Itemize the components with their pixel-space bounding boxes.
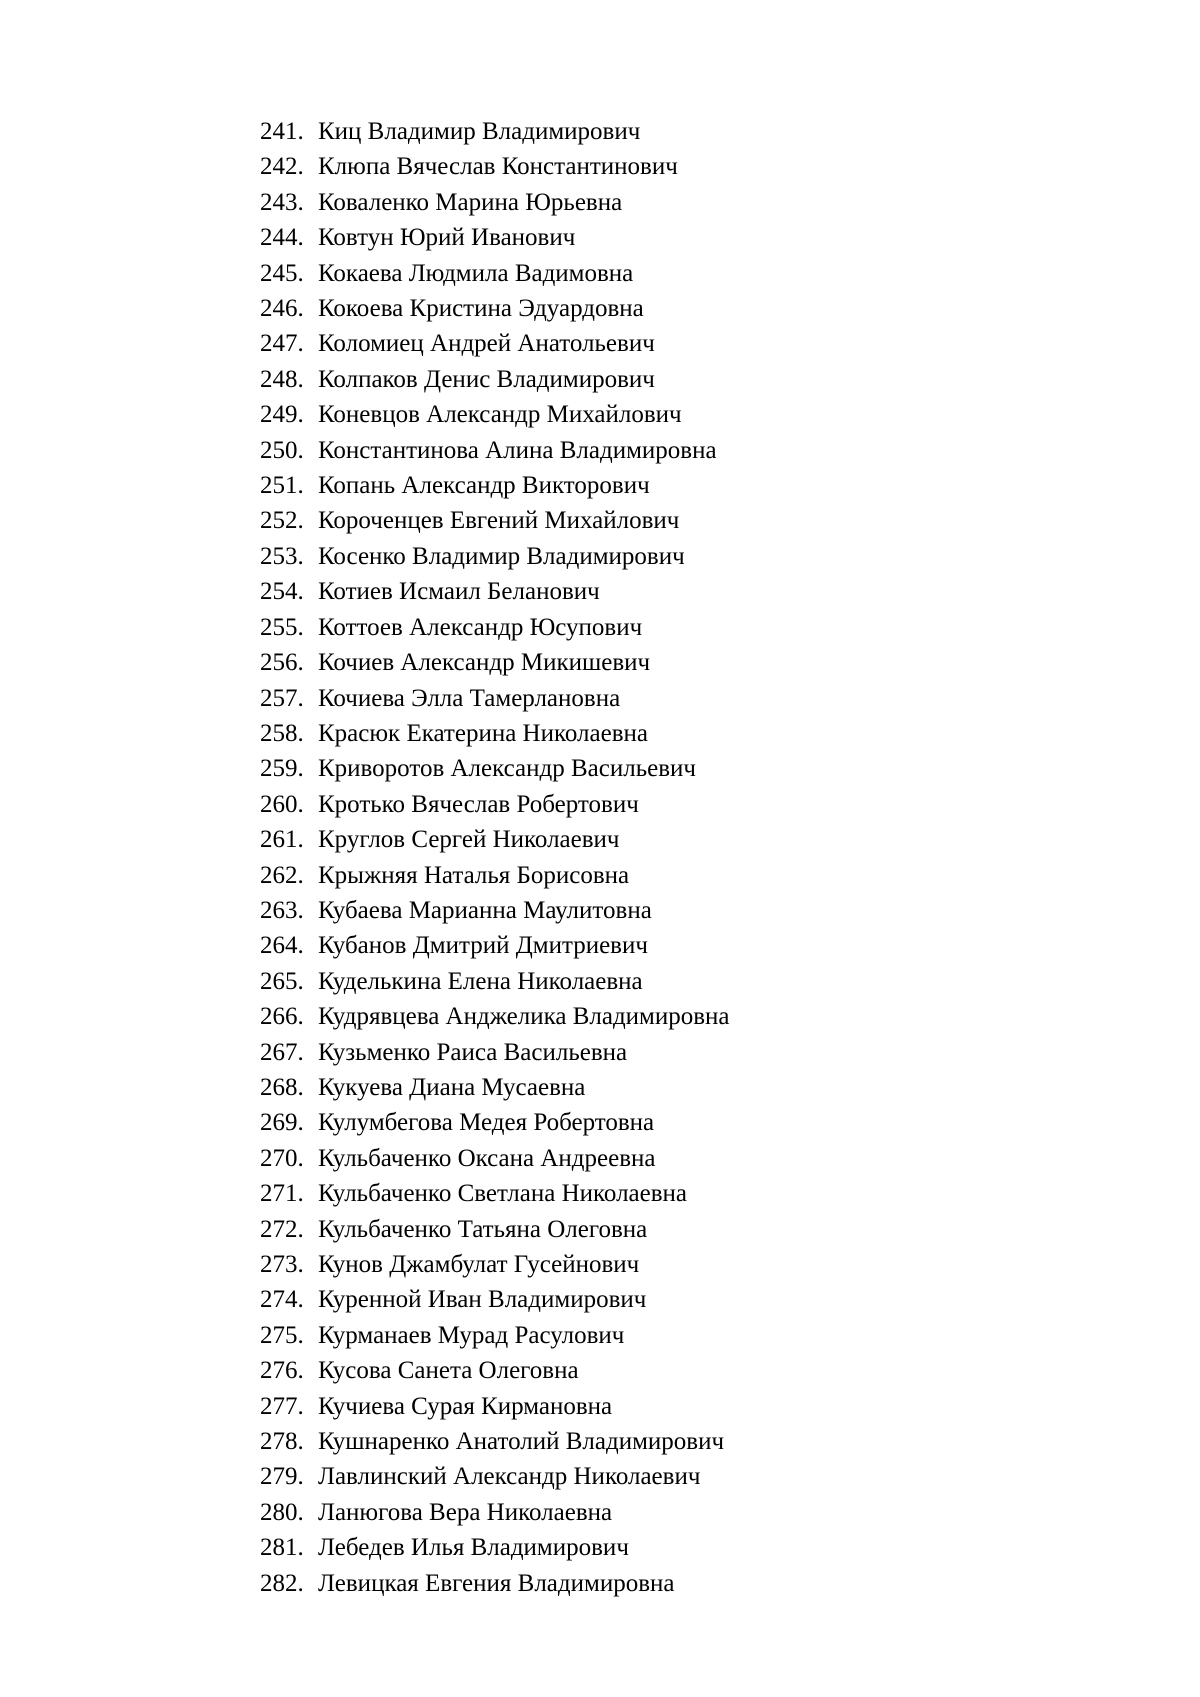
entry-name: Кунов Джамбулат Гусейнович xyxy=(318,1251,640,1278)
entry-number: 280. xyxy=(260,1498,304,1526)
entry-name: Кубанов Дмитрий Дмитриевич xyxy=(318,932,648,960)
list-item xyxy=(260,822,730,857)
list-item xyxy=(260,681,730,716)
entry-name: Ковтун Юрий Иванович xyxy=(318,224,576,252)
list-item xyxy=(260,1389,730,1424)
entry-name: Лавлинский Александр Николаевич xyxy=(318,1463,701,1491)
entry-name: Крыжняя Наталья Борисовна xyxy=(318,861,630,889)
entry-name: Круглов Сергей Николаевич xyxy=(318,826,620,854)
list-item xyxy=(260,1424,730,1459)
list-item xyxy=(260,1530,730,1565)
entry-number: 244. xyxy=(260,224,304,252)
entry-name: Копань Александр Викторович xyxy=(318,472,650,500)
list-item xyxy=(260,1070,730,1105)
list-item xyxy=(260,787,730,822)
name-list xyxy=(260,114,730,1601)
list-item xyxy=(260,220,730,255)
entry-name: Кочиева Элла Тамерлановна xyxy=(318,684,621,712)
entry-number: 249. xyxy=(260,401,304,429)
list-item xyxy=(260,1459,730,1494)
entry-name: Кульбаченко Татьяна Олеговна xyxy=(318,1215,648,1243)
entry-number: 264. xyxy=(260,932,304,960)
entry-name: Кульбаченко Оксана Андреевна xyxy=(318,1144,656,1172)
entry-number: 250. xyxy=(260,436,304,464)
list-item xyxy=(260,1318,730,1353)
entry-name: Короченцев Евгений Михайлович xyxy=(318,507,680,535)
entry-name: Кротько Вячеслав Робертович xyxy=(318,790,639,818)
entry-name: Кокаева Людмила Вадимовна xyxy=(318,259,634,287)
list-item xyxy=(260,574,730,609)
entry-number: 262. xyxy=(260,861,304,889)
entry-number: 270. xyxy=(260,1144,304,1172)
entry-number: 266. xyxy=(260,1003,304,1031)
list-item xyxy=(260,256,730,291)
entry-name: Кокоева Кристина Эдуардовна xyxy=(318,295,644,323)
list-item xyxy=(260,1035,730,1070)
entry-number: 243. xyxy=(260,188,304,216)
list-item xyxy=(260,291,730,326)
entry-name: Кушнаренко Анатолий Владимирович xyxy=(318,1428,725,1456)
entry-name: Кусова Санета Олеговна xyxy=(318,1357,579,1385)
list-item xyxy=(260,1566,730,1601)
list-item xyxy=(260,1495,730,1530)
list-item xyxy=(260,149,730,184)
entry-name: Кукуева Диана Мусаевна xyxy=(318,1073,586,1101)
entry-number: 268. xyxy=(260,1073,304,1101)
list-item xyxy=(260,433,730,468)
list-item xyxy=(260,1141,730,1176)
entry-number: 252. xyxy=(260,507,304,535)
entry-number: 282. xyxy=(260,1569,304,1597)
entry-number: 275. xyxy=(260,1321,304,1349)
list-item xyxy=(260,114,730,149)
list-item xyxy=(260,326,730,361)
entry-number: 274. xyxy=(260,1286,304,1314)
entry-number: 258. xyxy=(260,719,304,747)
entry-number: 255. xyxy=(260,613,304,641)
entry-number: 251. xyxy=(260,472,304,500)
entry-name: Коваленко Марина Юрьевна xyxy=(318,188,623,216)
entry-number: 241. xyxy=(260,118,304,145)
entry-name: Куделькина Елена Николаевна xyxy=(318,967,643,995)
entry-number: 254. xyxy=(260,578,304,606)
entry-name: Кучиева Сурая Кирмановна xyxy=(318,1392,613,1420)
list-item xyxy=(260,999,730,1034)
entry-number: 265. xyxy=(260,967,304,995)
entry-name: Клюпа Вячеслав Константинович xyxy=(318,153,678,181)
entry-name: Левицкая Евгения Владимировна xyxy=(318,1569,675,1597)
entry-number: 248. xyxy=(260,365,304,393)
list-item xyxy=(260,964,730,999)
entry-name: Кубаева Марианна Маулитовна xyxy=(318,896,652,924)
list-item xyxy=(260,185,730,220)
entry-number: 259. xyxy=(260,755,304,783)
entry-name: Кудрявцева Анджелика Владимировна xyxy=(318,1003,730,1031)
entry-number: 257. xyxy=(260,684,304,712)
list-item xyxy=(260,468,730,503)
entry-number: 263. xyxy=(260,896,304,924)
entry-number: 273. xyxy=(260,1251,304,1278)
entry-name: Кульбаченко Светлана Николаевна xyxy=(318,1180,688,1208)
entry-name: Котиев Исмаил Беланович xyxy=(318,578,600,606)
list-item xyxy=(260,610,730,645)
entry-number: 260. xyxy=(260,790,304,818)
entry-name: Кулумбегова Медея Робертовна xyxy=(318,1109,655,1137)
list-item xyxy=(260,1212,730,1247)
entry-number: 253. xyxy=(260,542,304,570)
list-item xyxy=(260,1353,730,1388)
list-item xyxy=(260,716,730,751)
entry-number: 276. xyxy=(260,1357,304,1385)
entry-number: 242. xyxy=(260,153,304,181)
entry-name: Киц Владимир Владимирович xyxy=(318,118,641,145)
entry-number: 247. xyxy=(260,330,304,358)
list-item xyxy=(260,1247,730,1282)
entry-name: Кочиев Александр Микишевич xyxy=(318,649,651,677)
entry-name: Коломиец Андрей Анатольевич xyxy=(318,330,655,358)
entry-number: 267. xyxy=(260,1038,304,1066)
entry-number: 246. xyxy=(260,295,304,323)
list-item xyxy=(260,397,730,432)
list-item xyxy=(260,645,730,680)
list-item xyxy=(260,362,730,397)
entry-number: 272. xyxy=(260,1215,304,1243)
list-item xyxy=(260,928,730,963)
entry-name: Лебедев Илья Владимирович xyxy=(318,1534,629,1562)
entry-name: Коттоев Александр Юсупович xyxy=(318,613,643,641)
list-item xyxy=(260,893,730,928)
entry-number: 256. xyxy=(260,649,304,677)
entry-name: Ланюгова Вера Николаевна xyxy=(318,1498,613,1526)
entry-name: Кузьменко Раиса Васильевна xyxy=(318,1038,628,1066)
entry-number: 277. xyxy=(260,1392,304,1420)
entry-name: Коневцов Александр Михайлович xyxy=(318,401,682,429)
entry-number: 281. xyxy=(260,1534,304,1562)
entry-number: 245. xyxy=(260,259,304,287)
list-item xyxy=(260,1282,730,1317)
list-item xyxy=(260,1176,730,1211)
entry-name: Курманаев Мурад Расулович xyxy=(318,1321,625,1349)
entry-number: 261. xyxy=(260,826,304,854)
entry-number: 271. xyxy=(260,1180,304,1208)
list-item xyxy=(260,539,730,574)
list-item xyxy=(260,1105,730,1140)
list-item xyxy=(260,751,730,786)
entry-number: 278. xyxy=(260,1428,304,1456)
list-item xyxy=(260,858,730,893)
entry-name: Косенко Владимир Владимирович xyxy=(318,542,685,570)
entry-name: Криворотов Александр Васильевич xyxy=(318,755,696,783)
entry-number: 279. xyxy=(260,1463,304,1491)
entry-name: Куренной Иван Владимирович xyxy=(318,1286,647,1314)
entry-name: Красюк Екатерина Николаевна xyxy=(318,719,648,747)
entry-name: Колпаков Денис Владимирович xyxy=(318,365,655,393)
list-item xyxy=(260,503,730,538)
entry-name: Константинова Алина Владимировна xyxy=(318,436,717,464)
entry-number: 269. xyxy=(260,1109,304,1137)
